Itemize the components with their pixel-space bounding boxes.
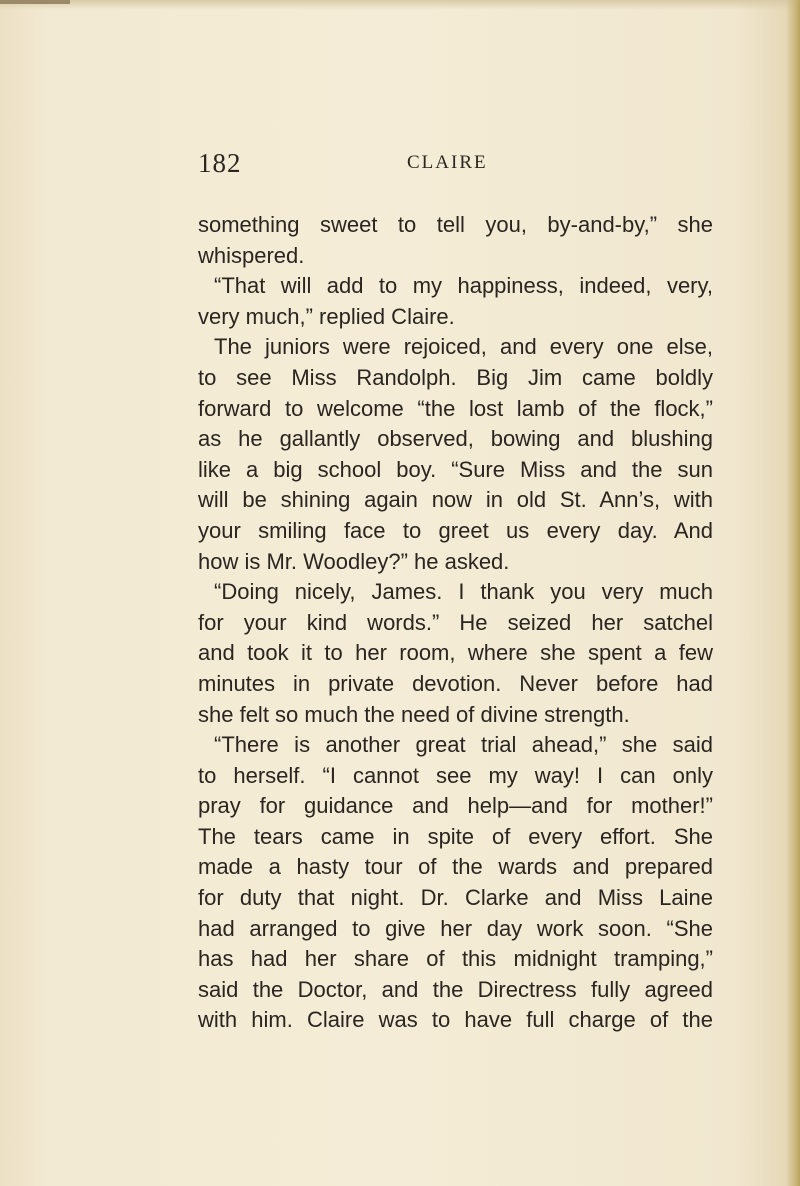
text-line: The juniors were rejoiced, and every one else,	[214, 334, 713, 360]
text-line: something sweet to tell you, by-and-by,” she	[198, 212, 713, 237]
text-line: “There is another great trial ahead,” she said	[214, 732, 713, 758]
text-line: and took it to her room, where she spent a few	[198, 640, 713, 666]
text-line: to see Miss Randolph. Big Jim came boldly	[198, 364, 713, 390]
text-line: for duty that night. Dr. Clarke and Miss Laine	[198, 885, 713, 911]
text-line: said the Doctor, and the Directress fully agreed	[198, 976, 713, 1002]
body-text	[198, 210, 713, 1036]
text-line: made a hasty tour of the wards and prepared	[198, 854, 713, 880]
text-line: very much,” replied Claire.	[198, 303, 455, 329]
text-line: pray for guidance and help—and for mother!”	[198, 793, 713, 819]
text-line: as he gallantly observed, bowing and blushing	[198, 426, 713, 452]
text-line: had arranged to give her day work soon. “She	[198, 915, 713, 941]
text-line: forward to welcome “the lost lamb of the flock,”	[198, 395, 713, 421]
text-line: with him. Claire was to have full charge of the	[198, 1007, 713, 1033]
running-title: CLAIRE	[407, 152, 488, 173]
text-line: The tears came in spite of every effort. She	[198, 823, 713, 849]
text-line: to herself. “I cannot see my way! I can only	[198, 762, 713, 788]
page-binding-edge	[786, 0, 800, 1186]
text-line: whispered.	[198, 242, 305, 268]
scan-corner-mark	[0, 0, 70, 4]
text-line: minutes in private devotion. Never before had	[198, 670, 713, 696]
text-line: like a big school boy. “Sure Miss and the sun	[198, 456, 713, 482]
text-line: she felt so much the need of divine strength.	[198, 701, 630, 727]
page-number: 182	[198, 148, 242, 178]
text-line: “That will add to my happiness, indeed, very,	[214, 273, 713, 299]
text-line: your smiling face to greet us every day. And	[198, 517, 713, 543]
text-line: has had her share of this midnight tramping,”	[198, 946, 713, 972]
text-line: for your kind words.” He seized her satchel	[198, 609, 713, 635]
text-line: “Doing nicely, James. I thank you very much	[214, 579, 713, 605]
page-top-shadow	[0, 0, 800, 10]
text-line: how is Mr. Woodley?” he asked.	[198, 548, 510, 574]
running-head	[198, 148, 713, 180]
text-line: will be shining again now in old St. Ann’s, with	[198, 487, 713, 513]
